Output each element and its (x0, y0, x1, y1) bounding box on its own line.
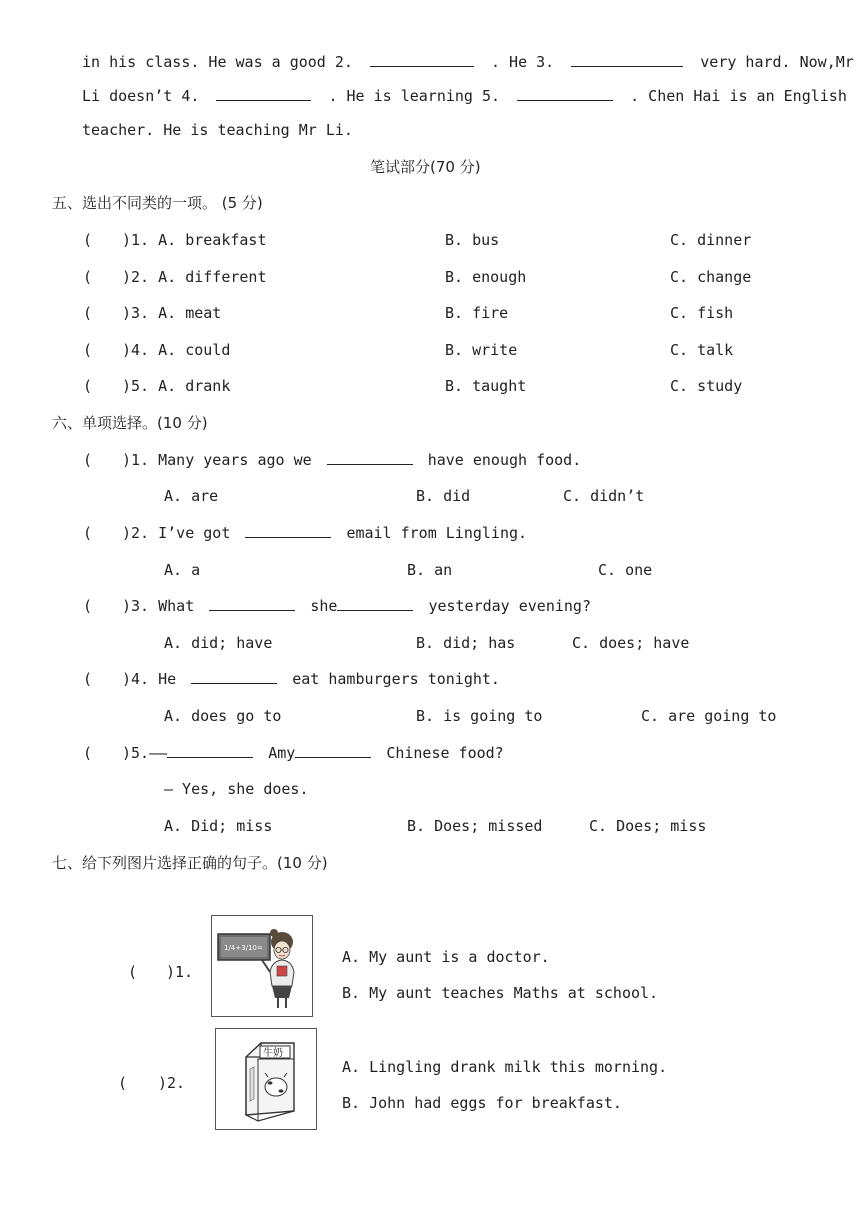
answer-paren[interactable]: ( (83, 524, 93, 542)
question-text: )5.—— (122, 744, 168, 762)
answer-paren[interactable]: ( (83, 377, 93, 395)
question-text: eat hamburgers tonight. (292, 670, 500, 688)
option-a: )1. A. breakfast (122, 231, 267, 249)
passage-text: in his class. He was a good 2. (82, 53, 353, 71)
picture-1-option-a: A. My aunt is a doctor. (342, 948, 550, 966)
option-b: B. did (416, 487, 471, 505)
answer-blank[interactable] (191, 669, 277, 684)
question-text: email from Lingling. (346, 524, 528, 542)
option-c: C. didn’t (563, 487, 645, 505)
option-a: )2. A. different (122, 268, 267, 286)
option-b: B. an (407, 561, 453, 579)
milk-picture (215, 1028, 317, 1130)
question-text: )2. I’ve got (122, 524, 231, 542)
question-3 (122, 596, 591, 616)
milk-carton-icon (216, 1029, 315, 1128)
answer-paren[interactable]: ( (128, 963, 138, 981)
option-b: B. bus (445, 231, 500, 249)
answer-paren[interactable]: ( (83, 341, 93, 359)
answer-blank[interactable] (370, 52, 474, 67)
option-c: C. Does; miss (589, 817, 707, 835)
option-b: B. enough (445, 268, 527, 286)
answer-blank[interactable] (245, 523, 331, 538)
option-c: C. are going to (641, 707, 777, 725)
question-text: )3. What (122, 597, 195, 615)
answer-paren[interactable]: ( (83, 744, 93, 762)
option-c: C. one (598, 561, 653, 579)
option-c: C. fish (670, 304, 734, 322)
question-text: )4. He (122, 670, 177, 688)
answer-blank[interactable] (517, 86, 613, 101)
option-b: B. is going to (416, 707, 543, 725)
question-text: she (310, 597, 338, 615)
answer-blank[interactable] (337, 596, 413, 611)
picture-1-number: )1. (166, 963, 194, 981)
option-a: A. a (164, 561, 201, 579)
section-5-title: 五、选出不同类的一项。 (5 分) (52, 194, 263, 212)
picture-2-number: )2. (158, 1074, 186, 1092)
option-c: C. study (670, 377, 743, 395)
answer-paren[interactable]: ( (83, 268, 93, 286)
answer-paren[interactable]: ( (83, 597, 93, 615)
question-4 (122, 669, 500, 689)
answer-blank[interactable] (327, 450, 413, 465)
option-c: C. does; have (572, 634, 690, 652)
passage-text: . He is learning 5. (328, 87, 501, 105)
passage-text: . Chen Hai is an English (630, 87, 847, 105)
board-formula: 1/4+3/10= (224, 944, 263, 952)
teacher-at-blackboard-icon (212, 916, 311, 1015)
passage-line-1 (82, 52, 854, 72)
question-text: Chinese food? (386, 744, 504, 762)
answer-blank[interactable] (216, 86, 311, 101)
option-a: )4. A. could (122, 341, 231, 359)
passage-line-3: teacher. He is teaching Mr Li. (82, 121, 353, 139)
picture-2-option-b: B. John had eggs for breakfast. (342, 1094, 622, 1112)
section-7-title: 七、给下列图片选择正确的句子。(10 分) (52, 854, 328, 872)
picture-2-option-a: A. Lingling drank milk this morning. (342, 1058, 668, 1076)
answer-paren[interactable]: ( (83, 451, 93, 469)
option-c: C. talk (670, 341, 734, 359)
question-text: Amy (268, 744, 296, 762)
option-b: B. Does; missed (407, 817, 543, 835)
answer-blank[interactable] (167, 743, 253, 758)
option-a: )5. A. drank (122, 377, 231, 395)
option-c: C. change (670, 268, 752, 286)
question-text: )1. Many years ago we (122, 451, 312, 469)
passage-line-2 (82, 86, 847, 106)
answer-paren[interactable]: ( (83, 231, 93, 249)
option-a: A. Did; miss (164, 817, 273, 835)
option-b: B. write (445, 341, 518, 359)
answer-paren[interactable]: ( (118, 1074, 128, 1092)
option-a: A. are (164, 487, 219, 505)
option-b: B. fire (445, 304, 509, 322)
picture-1-option-b: B. My aunt teaches Maths at school. (342, 984, 659, 1002)
passage-text: very hard. Now,Mr (700, 53, 854, 71)
answer-paren[interactable]: ( (83, 670, 93, 688)
question-2 (122, 523, 527, 543)
carton-label: 牛奶 (263, 1048, 283, 1059)
option-a: )3. A. meat (122, 304, 222, 322)
question-text: have enough food. (427, 451, 582, 469)
option-a: A. did; have (164, 634, 273, 652)
option-b: B. taught (445, 377, 527, 395)
written-part-title: 笔试部分(70 分) (370, 158, 481, 176)
passage-text: Li doesn’t 4. (82, 87, 200, 105)
answer-blank[interactable] (209, 596, 295, 611)
reply-text: — Yes, she does. (164, 780, 309, 798)
option-c: C. dinner (670, 231, 752, 249)
teacher-picture (211, 915, 313, 1017)
question-1 (122, 450, 581, 470)
question-text: yesterday evening? (428, 597, 591, 615)
option-a: A. does go to (164, 707, 282, 725)
passage-text: . He 3. (491, 53, 555, 71)
answer-blank[interactable] (295, 743, 371, 758)
answer-blank[interactable] (571, 52, 683, 67)
answer-paren[interactable]: ( (83, 304, 93, 322)
question-5 (122, 743, 504, 763)
option-b: B. did; has (416, 634, 516, 652)
section-6-title: 六、单项选择。(10 分) (52, 414, 208, 432)
